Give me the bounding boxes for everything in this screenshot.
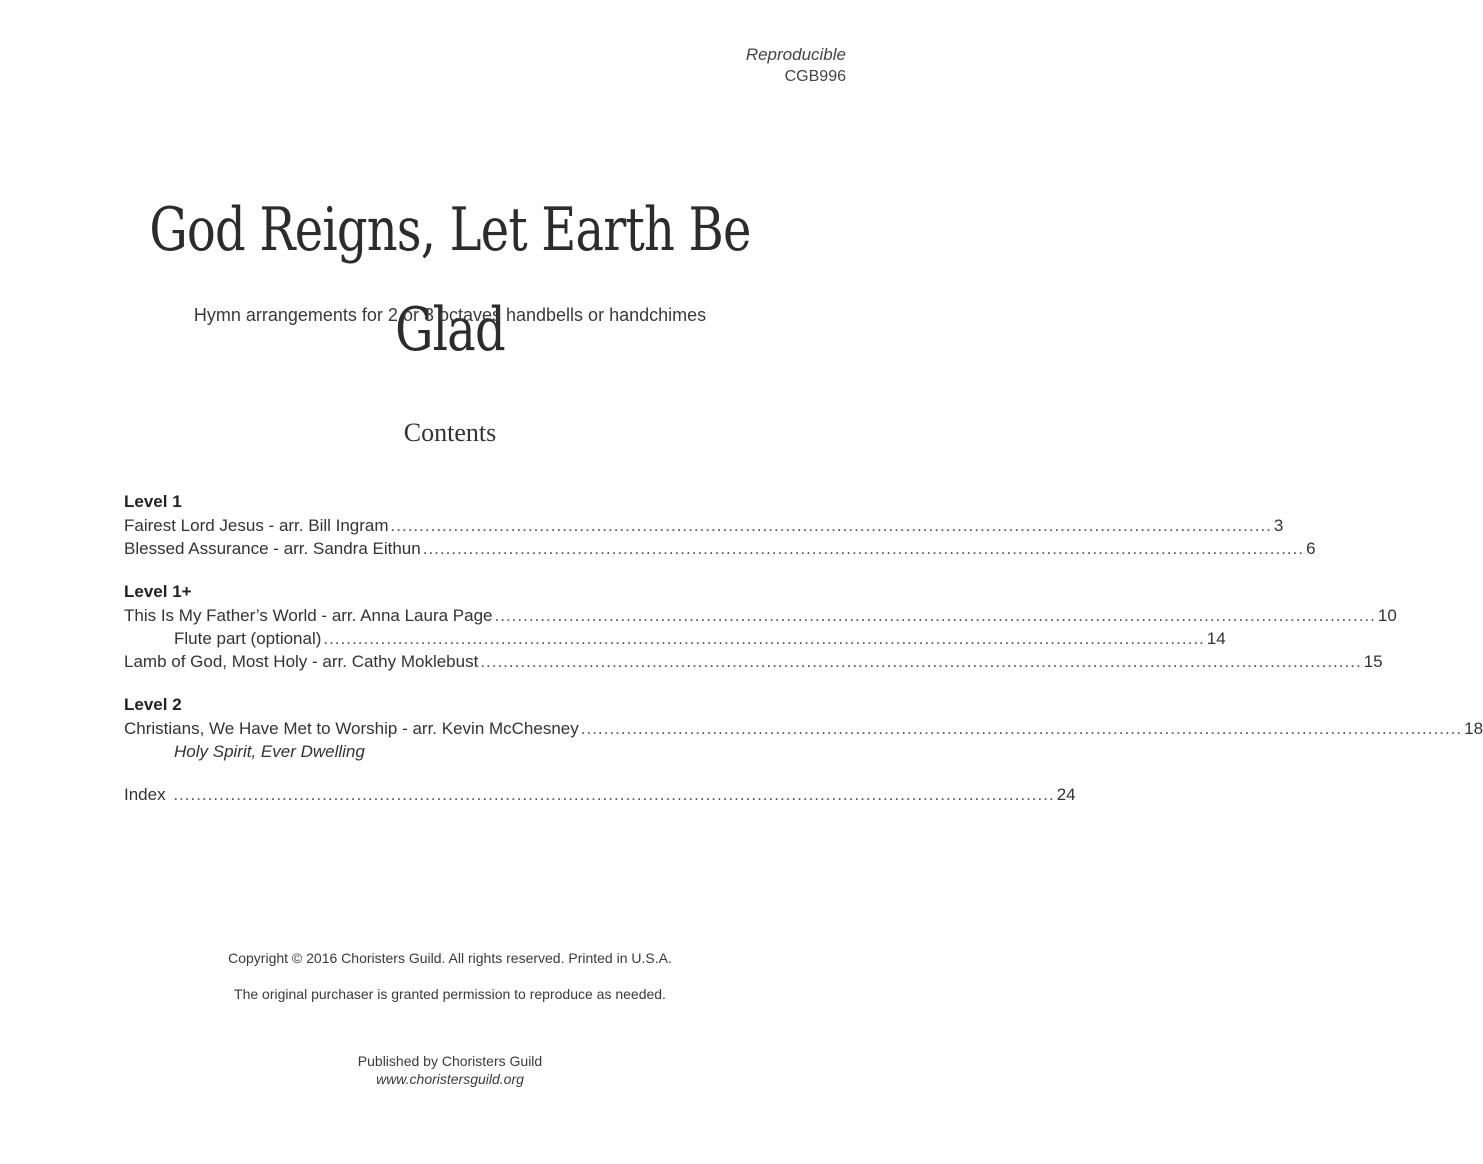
- dot-leader: ..........................................................................................................................................................: [494, 606, 1376, 625]
- level-label: Level 1: [124, 492, 182, 511]
- entry-page: 6: [1306, 539, 1316, 558]
- entry-page: 18: [1464, 719, 1483, 738]
- toc-level-1: [124, 490, 1316, 560]
- toc-level-2: [124, 693, 1483, 763]
- publisher-block: [0, 1052, 900, 1088]
- publisher-name: Published by Choristers Guild: [357, 1053, 543, 1069]
- entry-page: 14: [1206, 629, 1226, 648]
- entry-title: Blessed Assurance - arr. Sandra Eithun: [124, 539, 421, 558]
- toc-index-entry: [124, 783, 1076, 806]
- contents-heading: Contents: [403, 418, 497, 447]
- entry-page: 10: [1377, 606, 1397, 625]
- dot-leader: ..........................................................................................................................................................: [167, 785, 1055, 804]
- entry-title: Index: [124, 785, 166, 804]
- catalog-code: CGB996: [784, 68, 846, 85]
- entry-title: Lamb of God, Most Holy - arr. Cathy Moklebust: [124, 652, 479, 671]
- book-subtitle: Hymn arrangements for 2 or 3 octaves handbells or handchimes: [193, 305, 707, 325]
- dot-leader: ..........................................................................................................................................................: [323, 629, 1205, 648]
- book-title: God Reigns, Let Earth Be Glad: [149, 195, 751, 365]
- toc-entry: [124, 650, 1383, 673]
- toc-entry: [124, 627, 1226, 650]
- level-label: Level 2: [124, 695, 182, 714]
- entry-title: This Is My Father’s World - arr. Anna Laura Page: [124, 606, 493, 625]
- entry-page: 3: [1273, 516, 1284, 535]
- entry-page: 15: [1363, 652, 1383, 671]
- entry-title: Flute part (optional): [174, 629, 322, 648]
- table-of-contents: [124, 490, 1483, 806]
- toc-entry: [124, 514, 1284, 537]
- publisher-url: www.choristersguild.org: [376, 1071, 524, 1087]
- entry-title: Fairest Lord Jesus - arr. Bill Ingram: [124, 516, 389, 535]
- toc-entry: [124, 717, 1483, 740]
- toc-entry: [124, 604, 1397, 627]
- entry-title: Christians, We Have Met to Worship - arr. Kevin McChesney: [124, 719, 579, 738]
- dot-leader: ..........................................................................................................................................................: [580, 719, 1463, 738]
- reproducible-label: Reproducible: [745, 45, 846, 64]
- copyright-notice: Copyright © 2016 Choristers Guild. All rights reserved. Printed in U.S.A.: [228, 950, 672, 966]
- entry-page: 24: [1056, 785, 1076, 804]
- entry-subtitle: Holy Spirit, Ever Dwelling: [174, 742, 365, 761]
- toc-entry: [124, 537, 1316, 560]
- toc-level-1-plus: [124, 580, 1397, 673]
- reproducible-notice: [746, 44, 846, 88]
- level-label: Level 1+: [124, 582, 192, 601]
- permission-notice: The original purchaser is granted permission to reproduce as needed.: [234, 986, 666, 1002]
- dot-leader: ..........................................................................................................................................................: [422, 539, 1305, 558]
- dot-leader: ..........................................................................................................................................................: [480, 652, 1362, 671]
- dot-leader: ..........................................................................................................................................................: [390, 516, 1272, 535]
